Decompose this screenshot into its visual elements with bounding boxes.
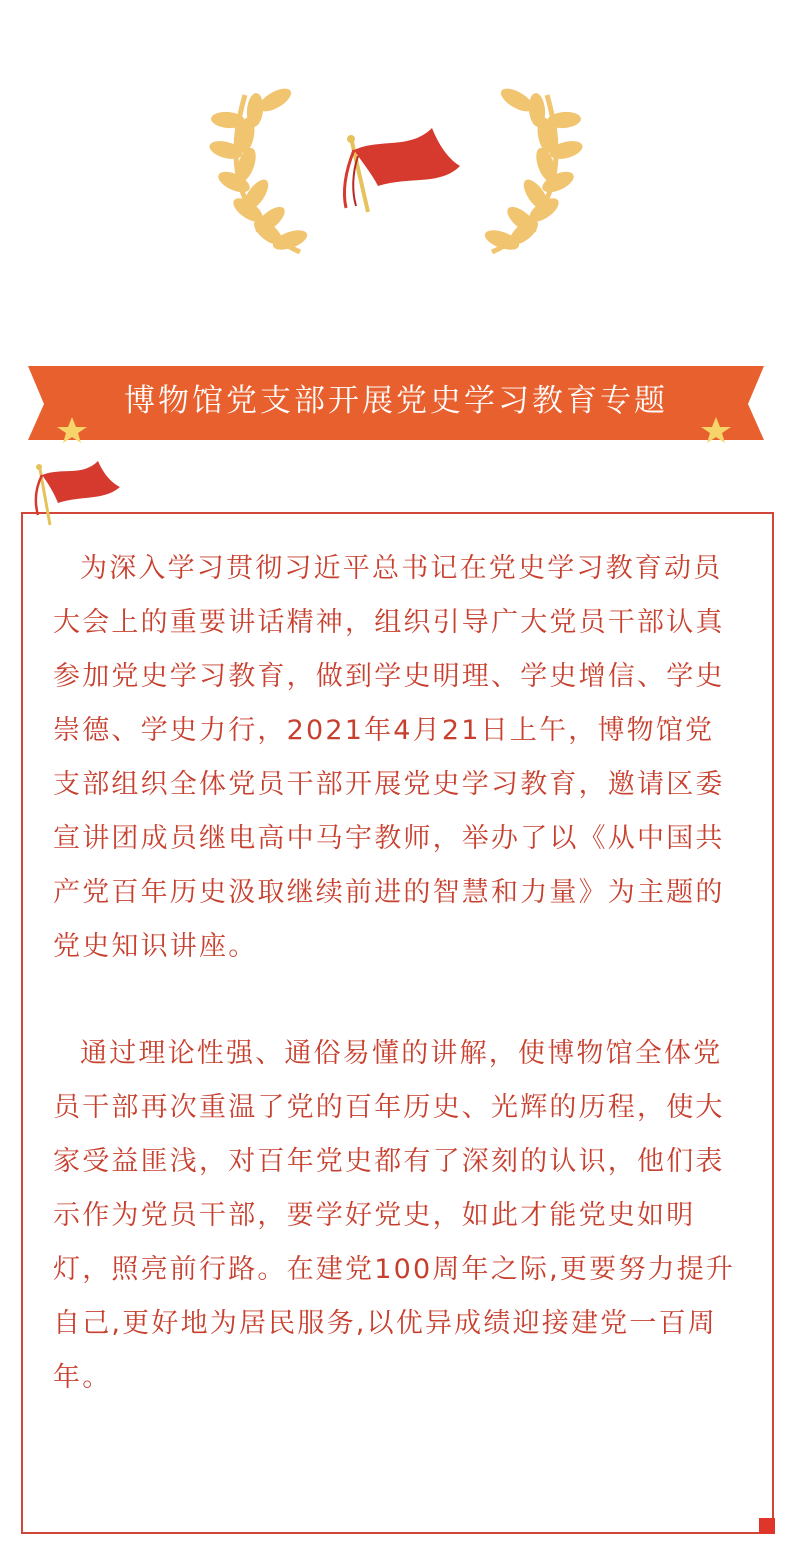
small-red-flag-icon (18, 455, 128, 530)
red-flag-icon (344, 128, 460, 212)
banner-title (0, 360, 792, 501)
banner-title-text: 博物馆党支部开展党史学习教育专题讲座 (124, 383, 668, 501)
wheat-laurel-right-icon (482, 84, 584, 254)
article-paragraph-1: 为深入学习贯彻习近平总书记在党史学习教育动员大会上的重要讲话精神，组织引导广大党员干部认真参加党史学习教育，做到学史明理、学史增信、学史崇德、学史力行，2021年4月21日上午，博物馆党支部组织全体党员干部开展党史学习教育，邀请区委宣讲团成员继电高中马宇教师，举办了以《从中国共产党百年历史汲取继续前进的智慧和力量》为主题的党史知识讲座。 (53, 553, 725, 962)
corner-square-decoration (759, 1518, 775, 1534)
article-paragraph-2: 通过理论性强、通俗易懂的讲解，使博物馆全体党员干部再次重温了党的百年历史、光辉的历程，使大家受益匪浅，对百年党史都有了深刻的认识，他们表示作为党员干部，要学好党史，如此才能党史如明灯，照亮前行路。在建党100周年之际,更要努力提升自己,更好地为居民服务,以优异成绩迎接建党一百周年。 (53, 1038, 736, 1393)
wheat-laurel-left-icon (208, 84, 310, 254)
emblem (0, 0, 792, 300)
